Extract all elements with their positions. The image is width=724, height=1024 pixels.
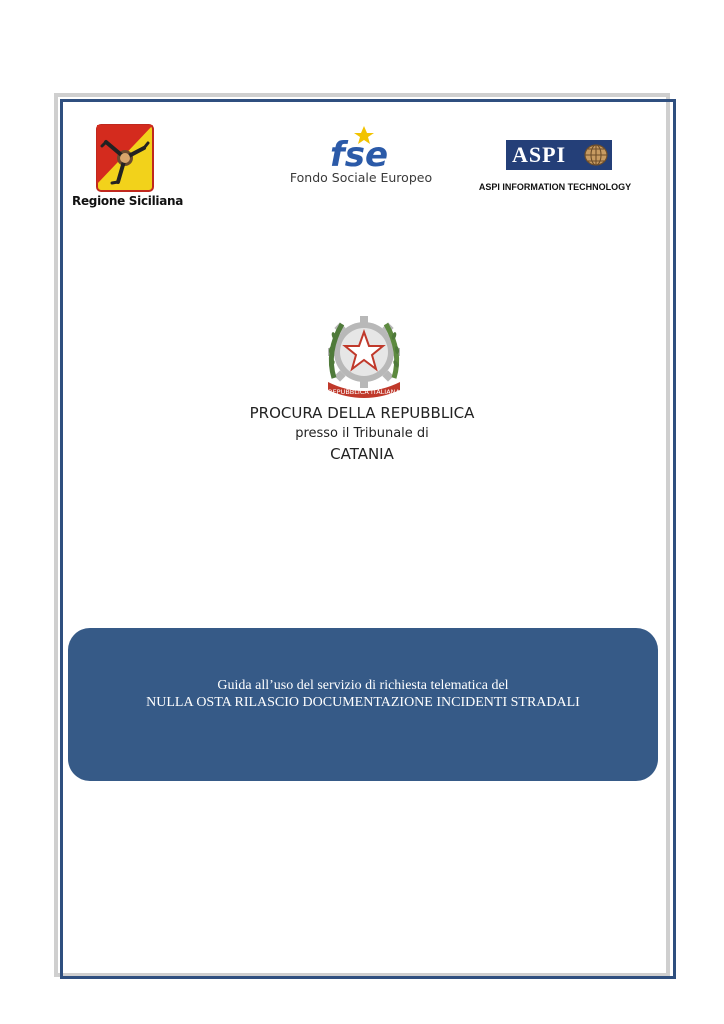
aspi-wordmark: ASPI (512, 142, 567, 167)
aspi-caption: ASPI INFORMATION TECHNOLOGY (478, 182, 632, 192)
fse-mark: fse (330, 135, 389, 172)
banner-line-1: Guida all’uso del servizio di richiesta telematica del (217, 678, 509, 693)
regione-siciliana-logo (72, 124, 182, 210)
procura-title: PROCURA DELLA REPUBBLICA (249, 404, 475, 422)
emblem-ribbon-text: REPUBBLICA ITALIANA (328, 388, 400, 396)
globe-icon (584, 144, 608, 166)
aspi-logo (506, 140, 612, 170)
inner-page-border (60, 99, 676, 979)
document-title-banner (68, 628, 658, 781)
procura-city: CATANIA (330, 445, 394, 463)
banner-line-2: NULLA OSTA RILASCIO DOCUMENTAZIONE INCIDENTI STRADALI (146, 695, 580, 710)
fse-star-icon (326, 124, 396, 172)
regione-siciliana-label: Regione Siciliana (72, 194, 184, 208)
fondo-sociale-europeo-logo (286, 124, 436, 186)
procura-subtitle: presso il Tribunale di (295, 426, 429, 441)
italian-republic-emblem-icon (320, 312, 408, 400)
trinacria-icon (96, 124, 154, 192)
fse-label: Fondo Sociale Europeo (289, 170, 433, 185)
